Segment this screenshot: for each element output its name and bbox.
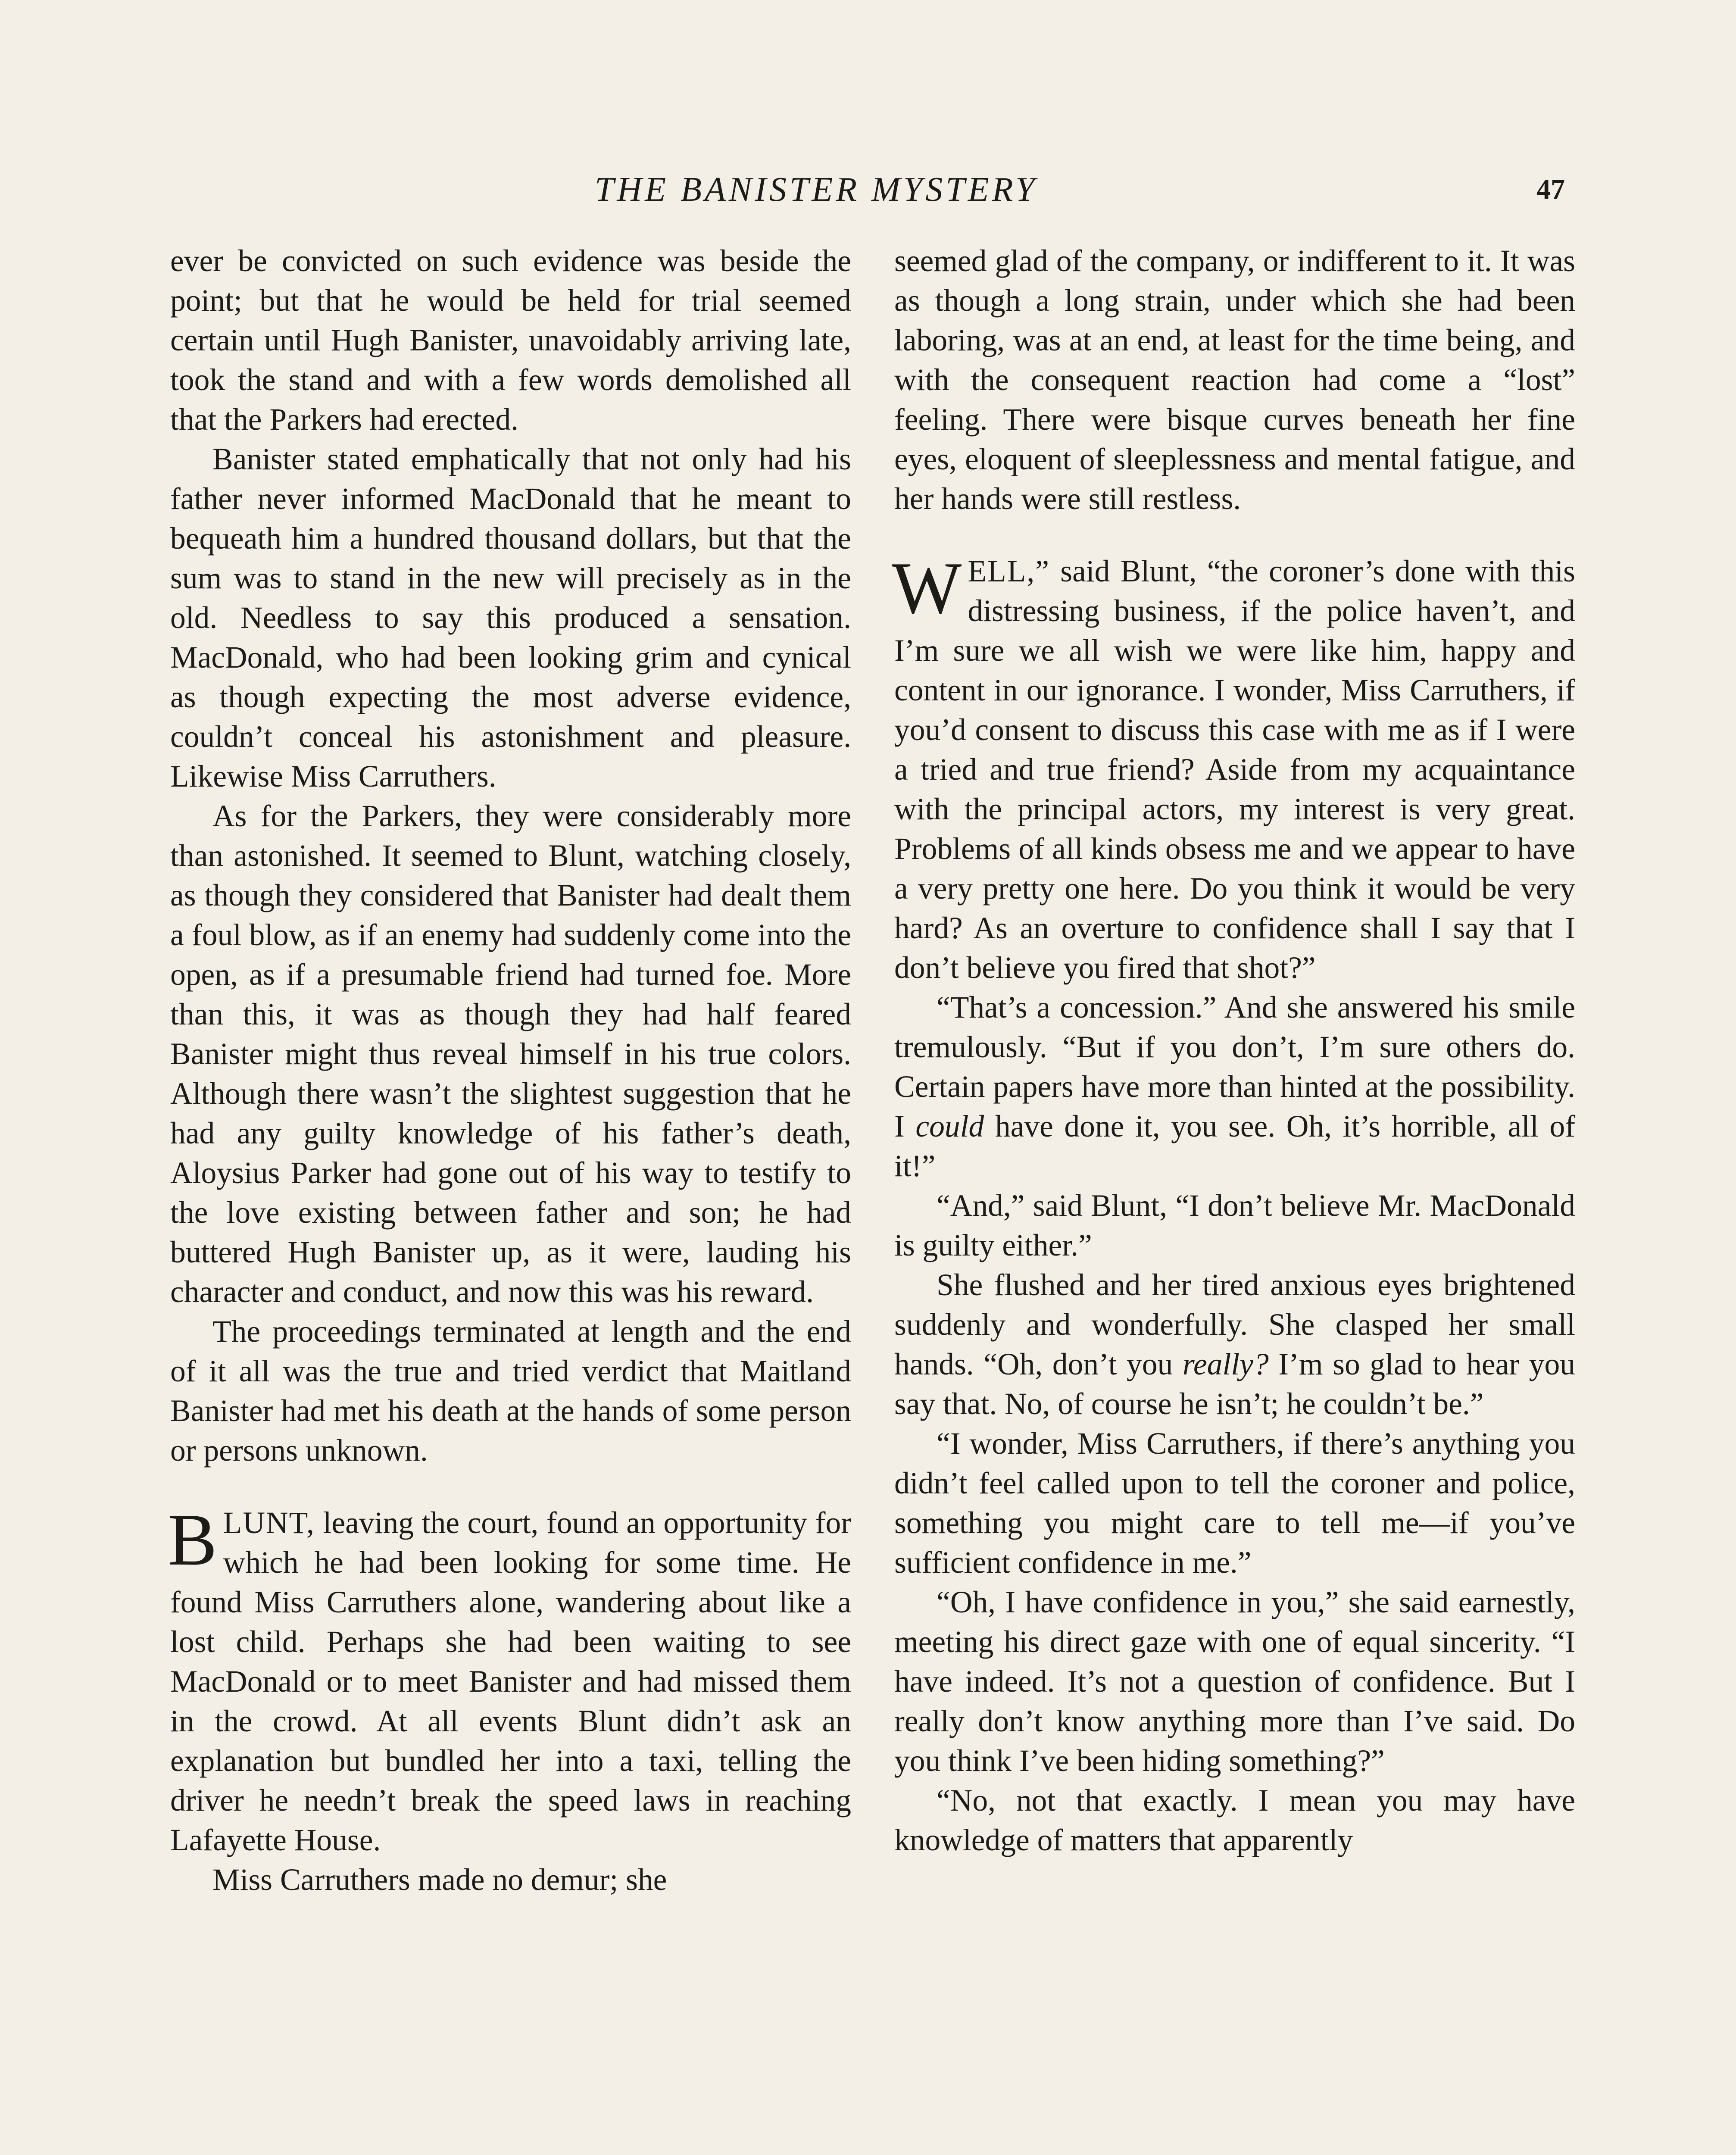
page-number: 47 (1536, 174, 1565, 205)
paragraph: “Oh, I have confidence in you,” she said earnestly, meeting his direct gaze with one of equal sincerity. “I have indeed. It’s not a question of confidence. But I really don’t know anything more than I’ve said. Do you think I’ve been hiding something?” (894, 1585, 1575, 1778)
lead-word: ELL,” (968, 554, 1050, 588)
paragraph: Miss Carruthers made no demur; she (212, 1863, 667, 1897)
paragraph: seemed glad of the company, or indifferent to it. It was as though a long strain, under which she had been laboring, was at an end, at least for the time being, and with the consequent reaction had come a “lost” feeling. There were bisque curves beneath her fine eyes, eloquent of sleeplessness and mental fatigue, and her hands were still restless. (894, 244, 1575, 516)
emphasis: really? (1182, 1347, 1269, 1381)
paragraph (894, 1265, 1575, 1424)
paragraph: As for the Parkers, they were considerably more than astonished. It seemed to Blunt, watching closely, as though they considered that Banister had dealt them a foul blow, as if an enemy had suddenly come into the open, as if a presumable friend had turned foe. More than this, it was as though they had half feared Banister might thus reveal himself in his true colors. Although there wasn’t the slightest suggestion that he had any guilty knowledge of his father’s death, Aloysius Parker had gone out of his way to testify to the love existing between father and son; he had buttered Hugh Banister up, as it were, lauding his character and conduct, and now this was his reward. (170, 799, 851, 1309)
paragraph: ever be convicted on such evidence was beside the point; but that he would be held for trial seemed certain until Hugh Banister, unavoidably arriving late, took the stand and with a few words demolished all that the Parkers had erected. (170, 244, 851, 437)
running-header (0, 166, 1736, 213)
paragraph: The proceedings terminated at length and the end of it all was the true and tried verdict that Maitland Banister had met his death at the hands of some person or persons unknown. (170, 1315, 851, 1468)
paragraph-text: “That’s a concession.” And she answered his smile tremulously. “But if you don’t, I’m sure others do. Certain papers have more than hinted at the possibility. I (894, 990, 1575, 1143)
paragraph-text: leaving the court, found an opportunity for which he had been looking for some time. He found Miss Carruthers alone, wandering about like a lost child. Perhaps she had been waiting to see MacDonald or to meet Banister and had missed them in the crowd. At all events Blunt didn’t ask an explanation but bundled her into a taxi, telling the driver he needn’t break the speed laws in reaching Lafayette House. (170, 1506, 851, 1857)
paragraph-text: I’m so glad to hear you say that. No, of course he isn’t; he couldn’t be.” (894, 1347, 1575, 1421)
right-column (894, 241, 1575, 1860)
paragraph: “I wonder, Miss Carruthers, if there’s anything you didn’t feel called upon to tell the coroner and police, something you might care to tell me—if you’ve sufficient confidence in me.” (894, 1427, 1575, 1580)
paragraph: “No, not that exactly. I mean you may have knowledge of matters that apparently (894, 1783, 1575, 1857)
paragraph (894, 988, 1575, 1186)
lead-word: LUNT, (223, 1506, 315, 1540)
left-column (170, 241, 851, 1900)
paragraph: Banister stated emphatically that not only had his father never informed MacDonald that he meant to bequeath him a hundred thousand dollars, but that the sum was to stand in the new will precisely as in the old. Needless to say this produced a sensation. MacDonald, who had been looking grim and cynical as though expecting the most adverse evidence, couldn’t conceal his astonishment and pleasure. Likewise Miss Carruthers. (170, 442, 851, 793)
paragraph-text: said Blunt, “the coroner’s done with this distressing business, if the police haven’t, and I’m sure we all wish we were like him, happy and content in our ignorance. I wonder, Miss Carruthers, if you’d consent to discuss this case with me as if I were a tried and true friend? Aside from my acquaintance with the principal actors, my interest is very great. Problems of all kinds obsess me and we appear to have a very pretty one here. Do you think it would be very hard? As an overture to confidence shall I say that I don’t believe you fired that shot?” (894, 554, 1575, 985)
section-opening-paragraph (168, 1499, 851, 1860)
paragraph-text: have done it, you see. Oh, it’s horrible, all of it!” (894, 1109, 1575, 1183)
paragraph: “And,” said Blunt, “I don’t believe Mr. MacDonald is guilty either.” (894, 1189, 1575, 1262)
drop-cap: B (168, 1499, 217, 1581)
emphasis: could (915, 1109, 984, 1143)
section-opening-paragraph (892, 547, 1575, 988)
drop-cap: W (892, 547, 962, 629)
running-title: THE BANISTER MYSTERY (595, 171, 1038, 209)
paragraph-text: She flushed and her tired anxious eyes brightened suddenly and wonderfully. She clasped her small hands. “Oh, don’t you (894, 1268, 1575, 1381)
